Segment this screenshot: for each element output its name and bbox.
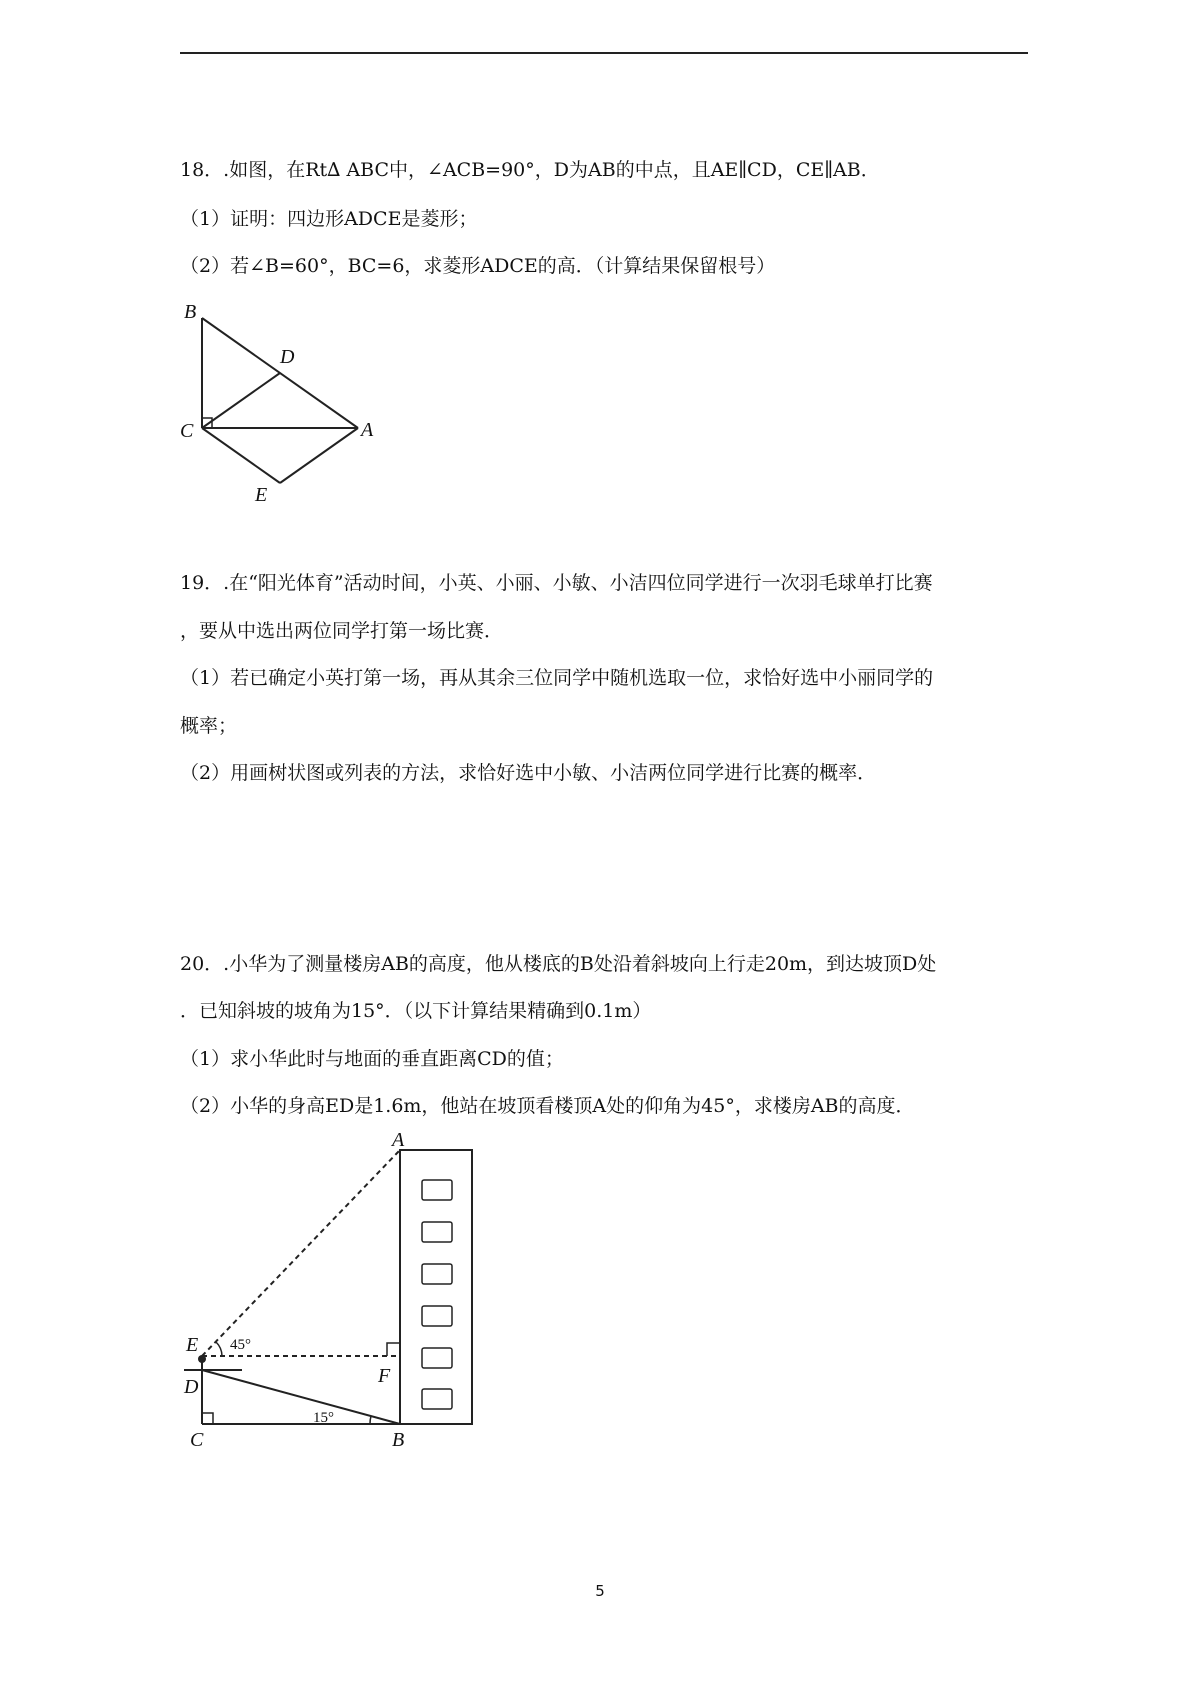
q18-part2: （2）若∠B=60°，BC=6，求菱形ADCE的高．（计算结果保留根号）: [180, 255, 776, 277]
q20-angle-arc-45: [216, 1342, 222, 1356]
q18-label-b: B: [184, 301, 197, 323]
q20-label-45: 45°: [230, 1337, 251, 1353]
q20-window: [422, 1180, 452, 1200]
q20-label-d: D: [184, 1376, 199, 1398]
q19-part1-line2: 概率；: [180, 715, 238, 737]
q20-building-windows: [422, 1180, 452, 1409]
q20-label-c: C: [190, 1429, 204, 1450]
q20-stem-line2: ．已知斜坡的坡角为15°．（以下计算结果精确到0.1m）: [180, 1000, 652, 1022]
q20-sightline-ea: [202, 1150, 400, 1356]
q20-window: [422, 1348, 452, 1368]
q18-segment-ea: [280, 428, 358, 483]
q18-segment-ce: [202, 428, 280, 483]
q19-part2: （2）用画树状图或列表的方法，求恰好选中小敏、小洁两位同学进行比赛的概率．: [180, 762, 877, 784]
q20-window: [422, 1389, 452, 1409]
q18-part1: （1）证明：四边形ADCE是菱形；: [180, 208, 478, 230]
q20-angle-arc-15: [370, 1416, 371, 1424]
q20-person-dot: [198, 1355, 206, 1363]
q20-window: [422, 1264, 452, 1284]
q20-window: [422, 1306, 452, 1326]
q20-window: [422, 1222, 452, 1242]
q20-label-f: F: [378, 1365, 391, 1387]
q20-label-a: A: [392, 1129, 405, 1151]
q18-label-a: A: [361, 419, 374, 441]
q20-label-b: B: [392, 1429, 405, 1450]
q20-label-15: 15°: [313, 1410, 334, 1426]
q20-part1: （1）求小华此时与地面的垂直距离CD的值；: [180, 1048, 564, 1070]
q18-label-c: C: [180, 420, 194, 442]
q18-label-e: E: [255, 484, 268, 506]
q20-part2: （2）小华的身高ED是1.6m，他站在坡顶看楼顶A处的仰角为45°，求楼房AB的高度．: [180, 1095, 915, 1117]
q19-stem-line2: ，要从中选出两位同学打第一场比赛．: [180, 620, 504, 642]
q18-figure: [170, 296, 390, 511]
q20-right-angle-c: [202, 1413, 213, 1424]
q18-stem: 18．.如图，在Rt∆ ABC中，∠ACB=90°，D为AB的中点，且AE∥CD，CE∥AB．: [180, 159, 880, 181]
q20-stem-line1: 20．.小华为了测量楼房AB的高度，他从楼底的B处沿着斜坡向上行走20m，到达坡顶D处: [180, 953, 937, 975]
q19-stem-line1: 19．.在“阳光体育”活动时间，小英、小丽、小敏、小洁四位同学进行一次羽毛球单打比赛: [180, 572, 933, 594]
q20-building: [400, 1150, 472, 1424]
q19-part1-line1: （1）若已确定小英打第一场，再从其余三位同学中随机选取一位，求恰好选中小丽同学的: [180, 667, 934, 689]
page-number: 5: [595, 1582, 605, 1600]
q20-figure: [170, 1120, 490, 1450]
q18-segment-cd: [202, 373, 280, 428]
q20-label-e: E: [186, 1334, 199, 1356]
q18-label-d: D: [280, 346, 295, 368]
q20-right-angle-f: [387, 1343, 400, 1356]
header-rule: [180, 52, 1028, 54]
